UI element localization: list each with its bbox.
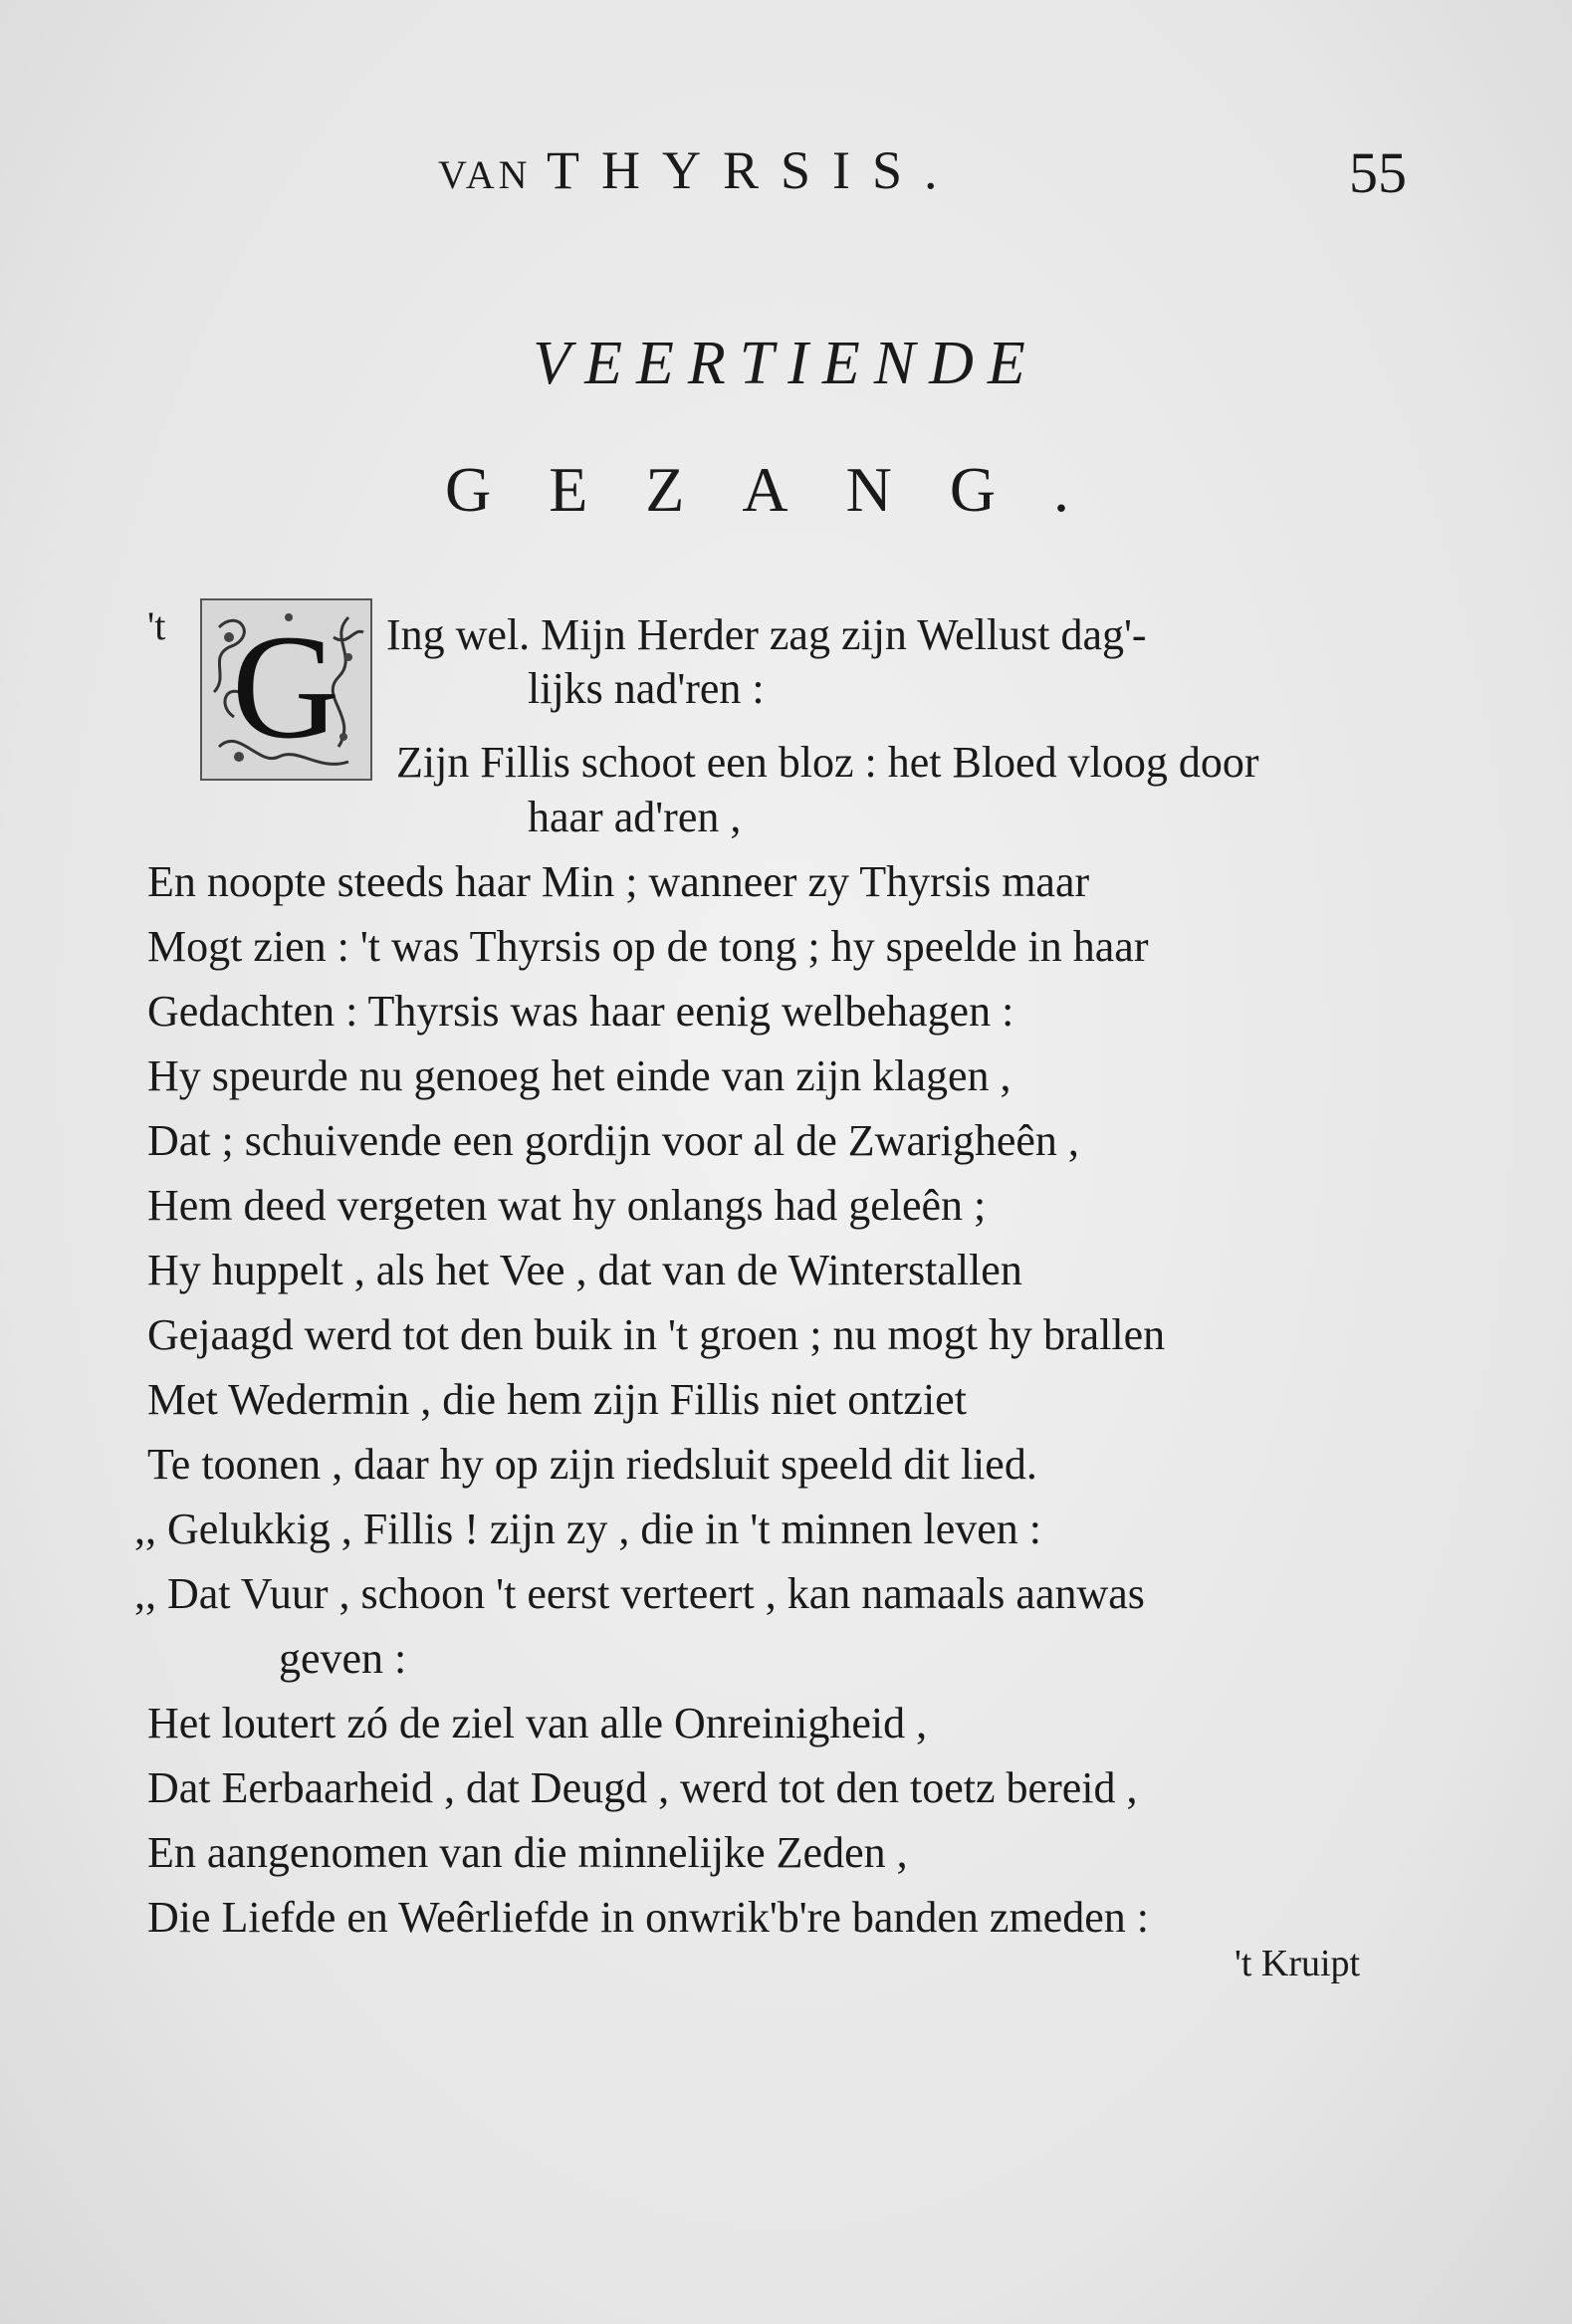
- verse-line-11: Hy huppelt , als het Vee , dat van de Winterstallen: [147, 1246, 1022, 1294]
- verse-line-4: haar ad'ren ,: [528, 793, 742, 841]
- verse-line-10: Hem deed vergeten wat hy onlangs had geleên ;: [147, 1181, 987, 1230]
- ornamental-initial-g: [199, 597, 373, 782]
- verse-line-8: Hy speurde nu genoeg het einde van zijn klagen ,: [147, 1051, 1011, 1100]
- verse-line-1: Ing wel. Mijn Herder zag zijn Wellust dag'-: [386, 610, 1147, 659]
- verse-line-17: geven :: [279, 1634, 407, 1683]
- verse-line-21: Die Liefde en Weêrliefde in onwrik'b're banden zmeden :: [147, 1893, 1149, 1942]
- running-head: [438, 139, 960, 201]
- verse-line-6: Mogt zien : 't was Thyrsis op de tong ; hy speelde in haar: [147, 922, 1149, 971]
- verse-line-19: Dat Eerbaarheid , dat Deugd , werd tot den toetz bereid ,: [147, 1763, 1138, 1812]
- verse-line-12: Gejaagd werd tot den buik in 't groen ; nu mogt hy brallen: [147, 1310, 1166, 1359]
- catchword: 't Kruipt: [1235, 1943, 1361, 1984]
- ornamental-initial-icon: [199, 597, 373, 782]
- running-head-thyrsis: THYRSIS.: [547, 140, 960, 200]
- verse-line-18: Het loutert zó de ziel van alle Onreinigheid ,: [147, 1699, 928, 1747]
- verse-line-14: Te toonen , daar hy op zijn riedsluit speeld dit lied.: [147, 1440, 1037, 1489]
- title-veertiende: VEERTIENDE: [533, 330, 1039, 397]
- verse-line-2: lijks nad'ren :: [528, 664, 765, 713]
- verse-line-3: Zijn Fillis schoot een bloz : het Bloed vloog door: [396, 738, 1259, 787]
- verse-line-13: Met Wedermin , die hem zijn Fillis niet ontziet: [147, 1375, 967, 1424]
- dropcap-letter: G: [231, 604, 340, 770]
- running-head-van: VAN: [438, 152, 532, 197]
- verse-line-5: En noopte steeds haar Min ; wanneer zy Thyrsis maar: [147, 857, 1090, 906]
- title-gezang: GEZANG.: [444, 454, 1128, 525]
- page-number: 55: [1349, 140, 1407, 205]
- verse-line-16: ,, Dat Vuur , schoon 't eerst verteert , kan namaals aanwas: [134, 1569, 1145, 1618]
- verse-line-20: En aangenomen van die minnelijke Zeden ,: [147, 1828, 908, 1877]
- verse-line-9: Dat ; schuivende een gordijn voor al de Zwarigheên ,: [147, 1116, 1079, 1165]
- verse-line-7: Gedachten : Thyrsis was haar eenig welbehagen :: [147, 987, 1014, 1036]
- dropcap-prefix: 't: [147, 603, 166, 648]
- verse-line-15: ,, Gelukkig , Fillis ! zijn zy , die in 't minnen leven :: [134, 1505, 1042, 1553]
